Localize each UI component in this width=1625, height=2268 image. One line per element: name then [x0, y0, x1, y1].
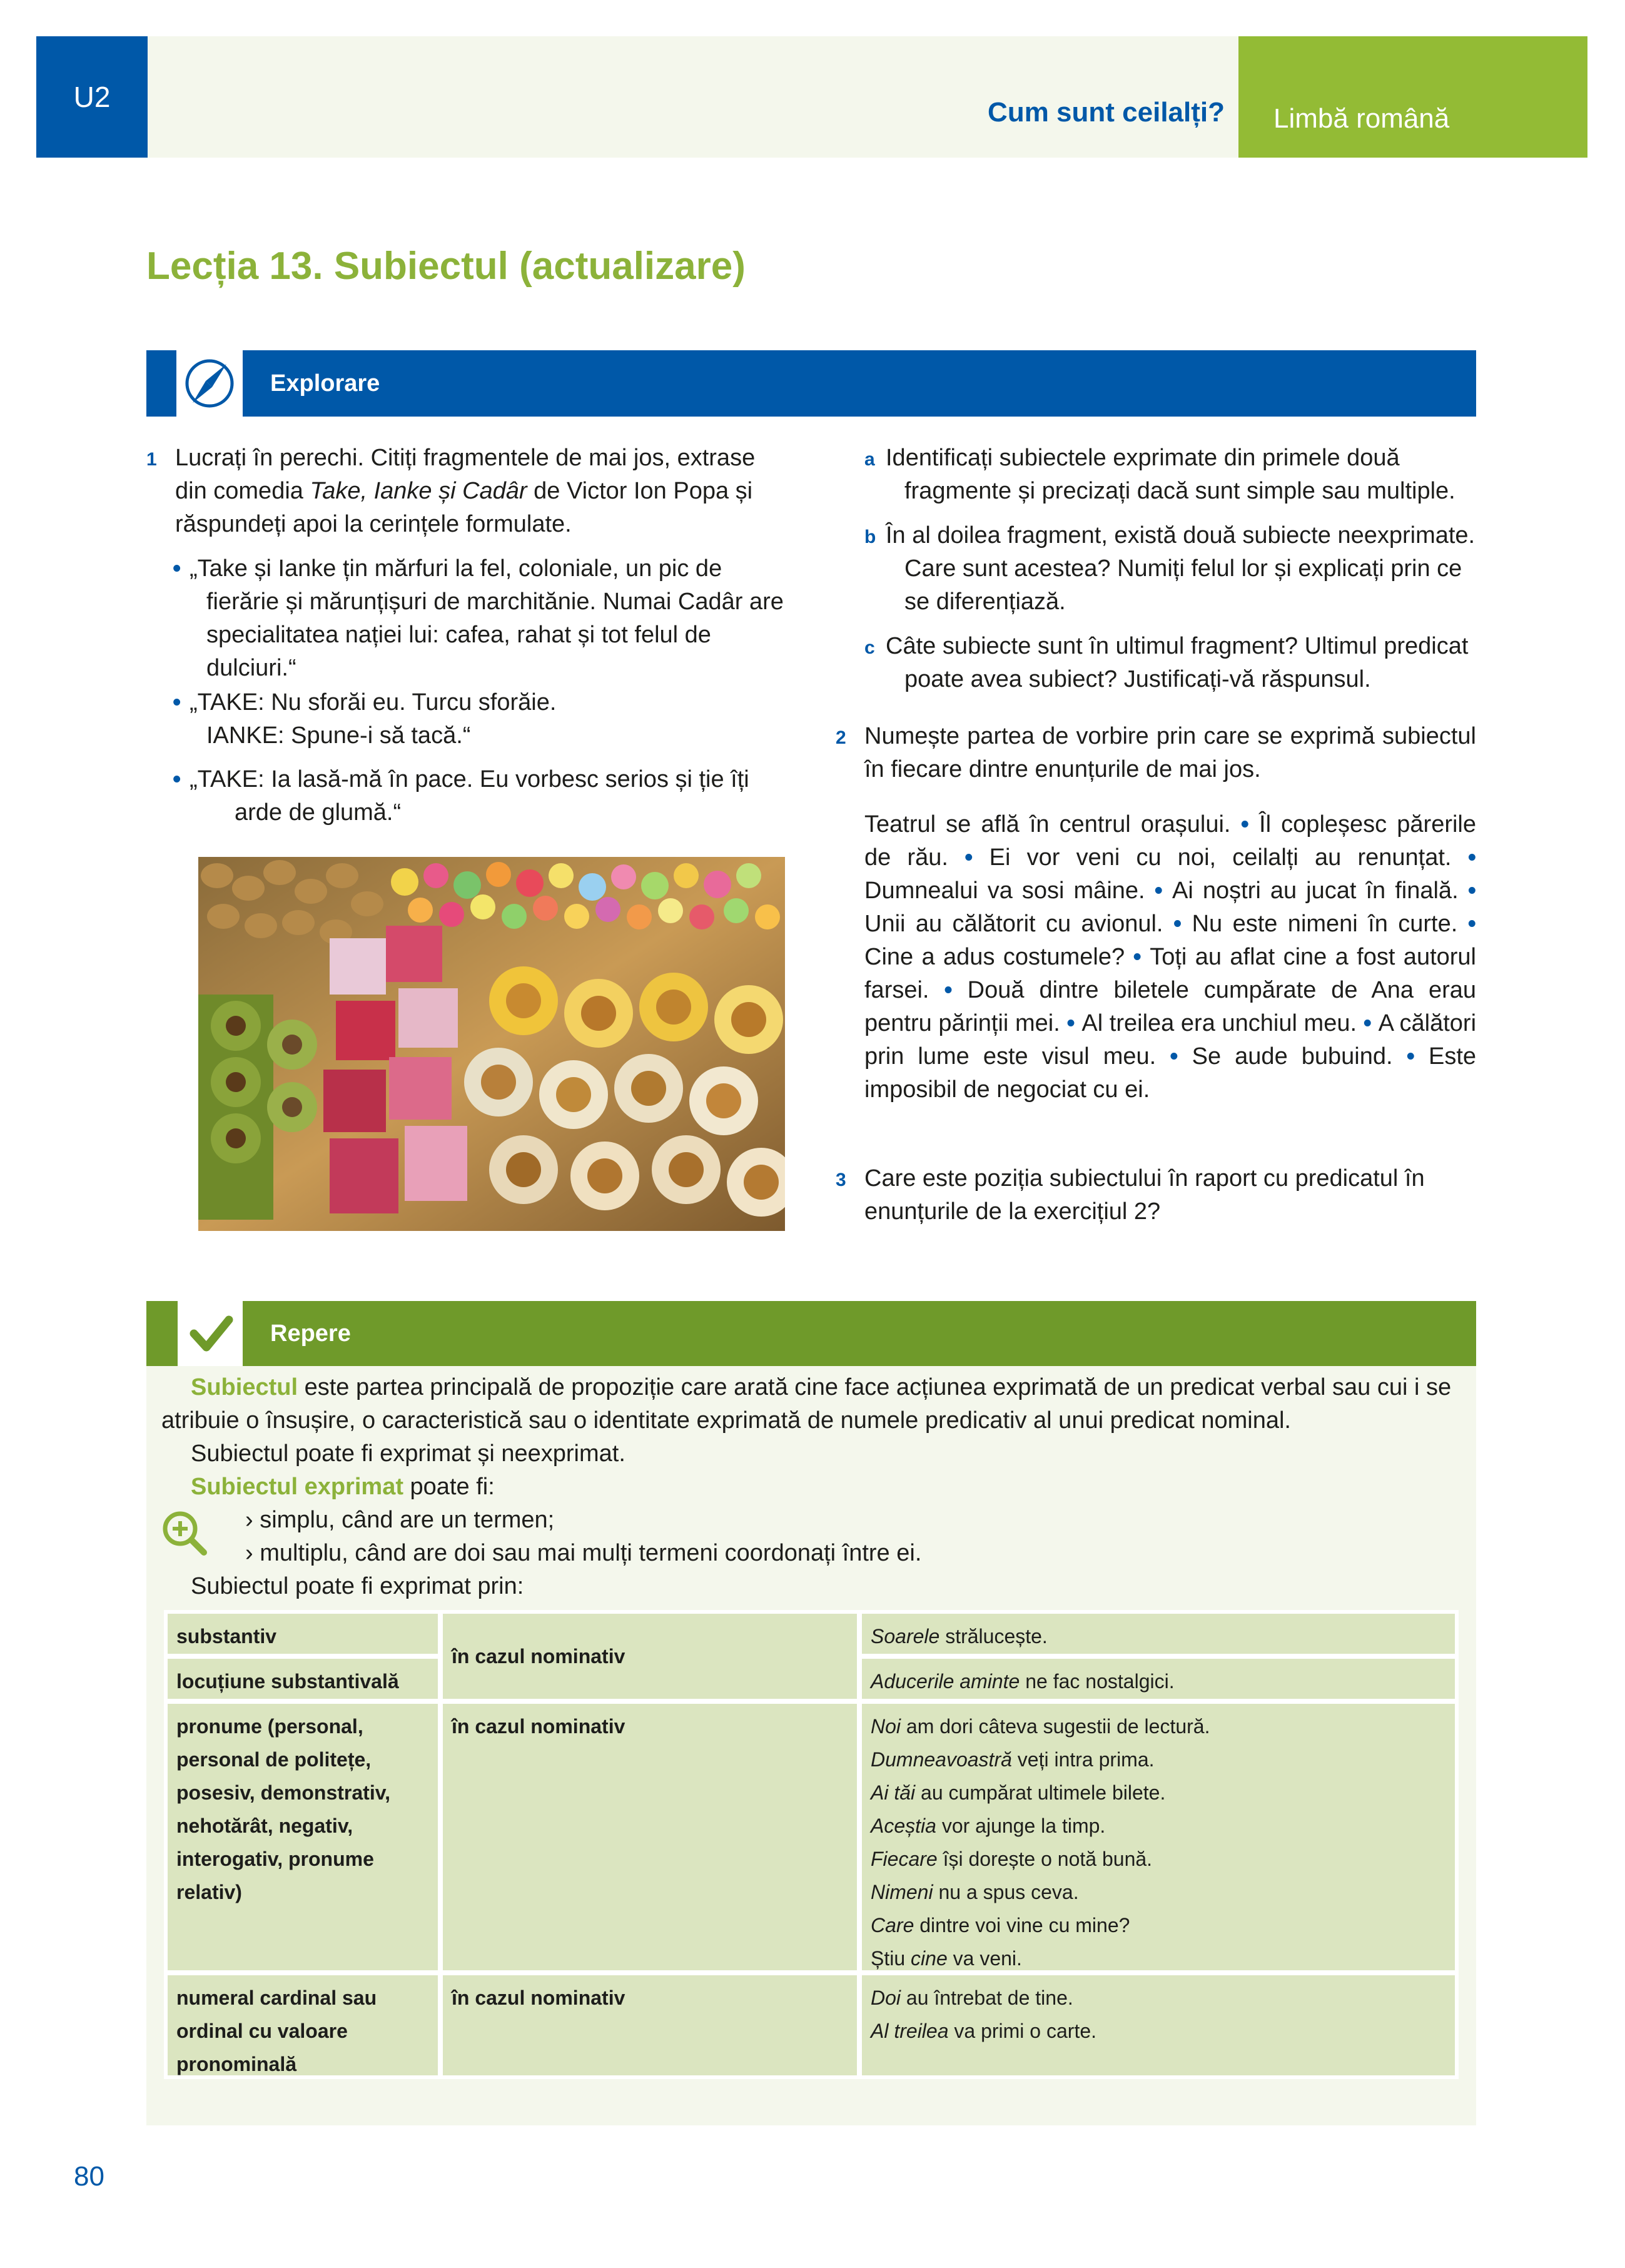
- example-line: Ai tăi au cumpărat ultimele bilete.: [871, 1781, 1166, 1804]
- compass-icon: [176, 350, 243, 417]
- term-subiectul: Subiectul: [191, 1374, 298, 1400]
- bullet-icon: •: [1145, 878, 1173, 904]
- cell-example-soarele: Soarele strălucește.: [862, 1614, 1455, 1654]
- type-simplu: › simplu, când are un termen;: [245, 1507, 555, 1533]
- numeral-example-lines: [871, 1982, 1446, 2048]
- ex2-sentence: Al treilea era unchiul meu.: [1081, 1010, 1357, 1036]
- ex2-sentence: Dumnealui va sosi mâine.: [864, 878, 1145, 904]
- subject-label: Limbă română: [1273, 103, 1450, 134]
- ex2-text: Numește partea de vorbire prin care se exprimă subiectul în fiecare dintre enunțurile de mai jos.: [864, 723, 1476, 782]
- repere-label: Repere: [270, 1320, 351, 1347]
- subiect-definition: Subiectul este partea principală de propoziție care arată cine face acțiunea exprimată de un predicat verbal sau cui i se atribuie o însușire, o caracteristică sau o identitate exprimată de numele predicativ al unui predicat nominal.: [161, 1374, 1452, 1434]
- zoom-plus-icon: [159, 1507, 209, 1557]
- ex2-sentences: [864, 808, 1476, 1106]
- cell-substantiv: substantiv: [168, 1614, 438, 1654]
- bullet-icon: •: [173, 555, 181, 582]
- bullet-icon: •: [173, 766, 181, 792]
- ex3-number: 3: [836, 1170, 846, 1190]
- bullet-icon: •: [173, 689, 181, 716]
- turkish-delight-photo: [198, 857, 785, 1231]
- ex2-sentence: A călători prin lume este visul meu.: [864, 1010, 1477, 1070]
- bullet-icon: •: [1163, 911, 1192, 937]
- cell-example-aducerile: Aducerile aminte ne fac nostalgici.: [862, 1659, 1455, 1699]
- bullet-icon: •: [1060, 1010, 1082, 1036]
- ex2-sentence: Teatrul se află în centrul orașului.: [864, 811, 1231, 838]
- fragment-2-line1: „TAKE: Nu sforăi eu. Turcu sforăie.: [190, 689, 557, 716]
- unit-label: U2: [73, 81, 111, 113]
- example-line: Știu cine va veni.: [871, 1947, 1022, 1970]
- ex2-sentence: Toți au aflat cine a fost autorul farsei.: [864, 944, 1476, 1003]
- bullet-icon: •: [1457, 911, 1476, 937]
- explorare-label: Explorare: [270, 370, 380, 397]
- cell-locutiune: locuțiune substantivală: [168, 1659, 438, 1699]
- cell-numeral-examples: [862, 1975, 1455, 2075]
- cell-nominativ-2: în cazul nominativ: [443, 1704, 857, 1970]
- task-a-letter: a: [864, 449, 875, 470]
- cell-nominativ-3: în cazul nominativ: [443, 1975, 857, 2075]
- cell-nominativ-1: în cazul nominativ: [443, 1614, 857, 1699]
- lesson-title: Lecția 13. Subiectul (actualizare): [146, 245, 746, 288]
- ex2-sentence: Nu este nimeni în curte.: [1192, 911, 1458, 937]
- ex1-book-title: Take, Ianke și Cadâr: [310, 478, 527, 504]
- ex2-sentence: Ei vor veni cu noi, ceilalți au renunțat.: [989, 844, 1452, 871]
- type-multiplu: › multiplu, când are doi sau mai mulți termeni coordonați între ei.: [245, 1540, 922, 1566]
- ex2-sentence: Este imposibil de negociat cu ei.: [864, 1043, 1477, 1103]
- bullet-icon: •: [948, 844, 990, 871]
- fragment-1: „Take și Ianke țin mărfuri la fel, coloniale, un pic de fierărie și mărunțișuri de marchitănie. Numai Cadâr are specialitatea nației lui: cafea, rahat și tot felul de dulciuri.“: [190, 555, 784, 681]
- ex1-number: 1: [146, 449, 157, 470]
- bullet-icon: •: [1156, 1043, 1192, 1070]
- example-line: Fiecare își dorește o notă bună.: [871, 1848, 1153, 1870]
- task-c-letter: c: [864, 637, 875, 658]
- cell-pronume: pronume (personal, personal de politețe, posesiv, demonstrativ, nehotărât, negativ, interogativ, pronume relativ): [168, 1704, 438, 1970]
- ex2-sentence: Ai noștri au jucat în finală.: [1172, 878, 1459, 904]
- example-line: Aceștia vor ajunge la timp.: [871, 1815, 1106, 1837]
- task-b-letter: b: [864, 527, 876, 547]
- task-c: Câte subiecte sunt în ultimul fragment? Ultimul predicat poate avea subiect? Justificați-vă răspunsul.: [886, 633, 1469, 692]
- bullet-icon: •: [1451, 844, 1476, 871]
- example-line: Nimeni nu a spus ceva.: [871, 1881, 1079, 1903]
- ex2-sentence: Cine a adus costumele?: [864, 944, 1125, 970]
- example-line: Doi au întrebat de tine.: [871, 1987, 1073, 2009]
- fragment-3: „TAKE: Ia lasă-mă în pace. Eu vorbesc serios și ție îți arde de glumă.“: [190, 766, 749, 826]
- bullet-icon: •: [1392, 1043, 1429, 1070]
- fragment-2-line2: IANKE: Spune-i să tacă.“: [206, 722, 471, 749]
- page-number: 80: [74, 2161, 104, 2192]
- cell-pronume-examples: [862, 1704, 1455, 1970]
- ex2-sentence: Două dintre biletele cumpărate de Ana erau pentru părinții mei.: [864, 977, 1476, 1036]
- task-b: În al doilea fragment, există două subiecte neexprimate. Care sunt acestea? Numiți felul lor și explicați prin ce se diferențiază.: [886, 522, 1476, 615]
- ex1-intro: Lucrați în perechi. Citiți fragmentele de mai jos, extrase din comedia Take, Ianke și Cadâr de Victor Ion Popa și răspundeți apoi la cerințele formulate.: [175, 445, 756, 537]
- bullet-icon: •: [929, 977, 968, 1003]
- ex2-number: 2: [836, 727, 846, 748]
- bullet-icon: •: [1230, 811, 1260, 838]
- ex2-sentence: Îl copleșesc părerile de rău.: [864, 811, 1477, 871]
- ex2-sentence: Se aude bubuind.: [1192, 1043, 1393, 1070]
- example-line: Dumneavoastră veți intra prima.: [871, 1748, 1155, 1771]
- bullet-icon: •: [1357, 1010, 1379, 1036]
- chapter-title: Cum sunt ceilalți?: [988, 97, 1225, 128]
- unit-badge: [36, 36, 148, 158]
- bullet-icon: •: [1458, 878, 1476, 904]
- ex3-text: Care este poziția subiectului în raport cu predicatul în enunțurile de la exercițiul 2?: [864, 1165, 1425, 1225]
- example-line: Noi am dori câteva sugestii de lectură.: [871, 1715, 1210, 1738]
- line-exprimat-types: Subiectul exprimat poate fi:: [191, 1474, 495, 1500]
- example-line: Care dintre voi vine cu mine?: [871, 1914, 1130, 1936]
- line-exprimat-prin: Subiectul poate fi exprimat prin:: [191, 1573, 524, 1599]
- example-line: Al treilea va primi o carte.: [871, 2020, 1097, 2042]
- pronume-example-lines: [871, 1710, 1446, 1942]
- subject-badge: [1238, 36, 1587, 158]
- ex2-sentence: Unii au călătorit cu avionul.: [864, 911, 1163, 937]
- term-subiectul-exprimat: Subiectul exprimat: [191, 1474, 403, 1500]
- bullet-icon: •: [1125, 944, 1150, 970]
- line-exprimat-neexprimat: Subiectul poate fi exprimat și neexprimat.: [191, 1440, 625, 1467]
- checkmark-icon: [178, 1301, 243, 1366]
- task-a: Identificați subiectele exprimate din primele două fragmente și precizați dacă sunt simple sau multiple.: [886, 445, 1455, 504]
- cell-numeral: numeral cardinal sau ordinal cu valoare pronominală: [168, 1975, 438, 2075]
